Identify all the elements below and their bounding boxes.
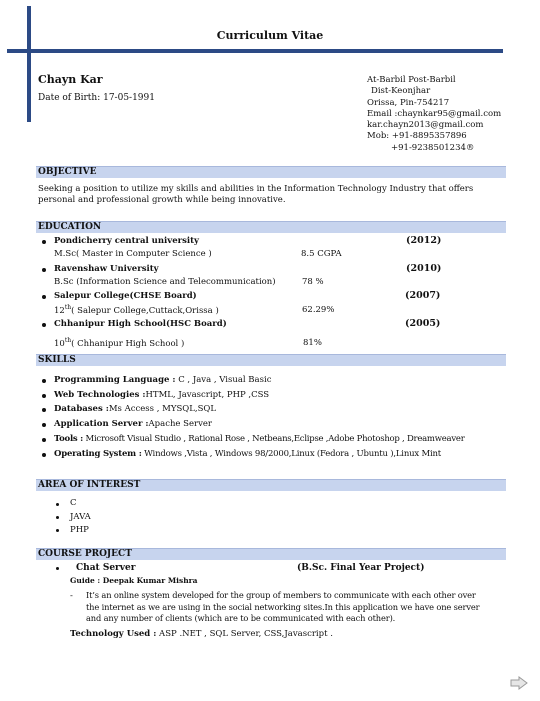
education-year: (2007) — [405, 290, 441, 301]
interest-item: JAVA — [70, 512, 91, 522]
education-year: (2010) — [406, 263, 442, 274]
education-course: 10th( Chhanipur High School ) — [54, 337, 185, 349]
interest-item: PHP — [70, 525, 89, 535]
date-of-birth: Date of Birth: 17-05-1991 — [38, 93, 155, 103]
email-2: kar.chayn2013@gmail.com — [367, 120, 484, 131]
bullet-icon — [42, 453, 46, 457]
education-course: M.Sc( Master in Computer Science ) — [54, 249, 212, 259]
candidate-name: Chayn Kar — [38, 73, 103, 86]
mobile-2: +91-9238501234® — [391, 142, 475, 153]
project-guide: Guide : Deepak Kumar Mishra — [70, 576, 198, 585]
email-1: Email :chaynkar95@gmail.com — [367, 108, 502, 119]
education-year: (2012) — [406, 235, 442, 246]
bullet-icon — [42, 408, 46, 412]
bullet-icon — [42, 268, 46, 272]
bullet-icon — [56, 567, 59, 570]
section-header-skills: SKILLS — [36, 354, 506, 366]
education-school: Pondicherry central university — [54, 236, 199, 246]
skill-web: Web Technologies :HTML, Javascript, PHP ,CSS — [54, 390, 270, 400]
next-page-arrow-icon[interactable] — [510, 676, 528, 690]
interest-item: C — [70, 498, 77, 508]
section-header-objective: OBJECTIVE — [36, 166, 506, 178]
objective-text: Seeking a position to utilize my skills and abilities in the Information Technology Industry that offers personal and professional growth while being innovative. — [38, 184, 474, 205]
address-line-3: Orissa, Pin-754217 — [367, 97, 450, 108]
bullet-icon — [42, 438, 46, 442]
project-degree: (B.Sc. Final Year Project) — [297, 563, 425, 573]
bullet-icon — [42, 295, 46, 299]
mobile-1: Mob: +91-8895357896 — [367, 131, 467, 142]
section-header-project: COURSE PROJECT — [36, 548, 506, 560]
bullet-icon — [42, 240, 46, 244]
section-header-interest: AREA OF INTEREST — [36, 479, 506, 491]
dash-bullet: - — [70, 591, 73, 601]
education-school: Ravenshaw University — [54, 264, 159, 274]
project-title: Chat Server — [76, 563, 136, 573]
bullet-icon — [42, 323, 46, 327]
education-score: 81% — [303, 338, 322, 348]
education-course: 12th( Salepur College,Cuttack,Orissa ) — [54, 304, 219, 316]
education-year: (2005) — [405, 318, 441, 329]
skill-tools: Tools : Microsoft Visual Studio , Rational Rose , Netbeans,Eclipse ,Adobe Photoshop , Dreamweaver — [54, 434, 465, 444]
education-score: 62.29% — [302, 305, 335, 315]
skill-os: Operating System : Windows ,Vista , Windows 98/2000,Linux (Fedora , Ubuntu ),Linux Mint — [54, 449, 441, 459]
education-school: Salepur College(CHSE Board) — [54, 291, 197, 301]
section-header-education: EDUCATION — [36, 221, 506, 233]
project-technology: Technology Used : ASP .NET , SQL Server, CSS,Javascript . — [70, 629, 333, 639]
contact-block — [367, 75, 501, 154]
bullet-icon — [56, 529, 59, 532]
address-line-1: At-Barbil Post-Barbil — [367, 75, 456, 85]
education-course: B.Sc (Information Science and Telecommunication) — [54, 277, 276, 287]
education-score: 8.5 CGPA — [301, 249, 342, 259]
horizontal-rule — [7, 49, 503, 53]
bullet-icon — [42, 423, 46, 427]
address-line-2: Dist-Keonjhar — [371, 86, 431, 97]
project-description: It’s an online system developed for the group of members to communicate with each other over the internet as we are using in the social networking sites.In this application we have one server and any number of clients (which are to be communicated with each other). — [86, 590, 480, 624]
skill-databases: Databases :Ms Access , MYSQL,SQL — [54, 404, 217, 414]
bullet-icon — [56, 516, 59, 519]
education-score: 78 % — [302, 277, 324, 287]
bullet-icon — [56, 503, 59, 506]
document-title: Curriculum Vitae — [216, 29, 324, 42]
bullet-icon — [42, 379, 46, 383]
skill-app-server: Application Server :Apache Server — [54, 419, 212, 429]
education-school: Chhanipur High School(HSC Board) — [54, 319, 227, 329]
vertical-rule — [27, 6, 31, 122]
skill-programming: Programming Language : C , Java , Visual Basic — [54, 375, 272, 385]
bullet-icon — [42, 394, 46, 398]
